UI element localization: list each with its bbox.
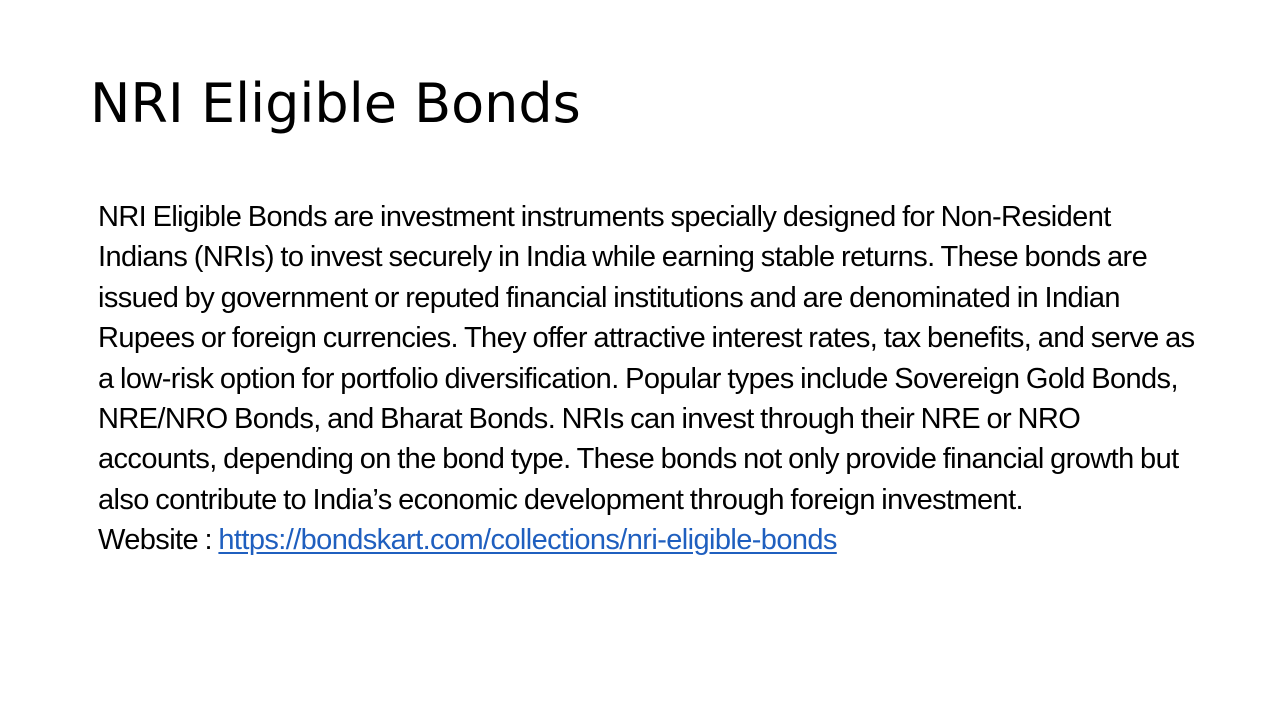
slide-body [98, 197, 1198, 561]
website-link[interactable]: https://bondskart.com/collections/nri-eligible-bonds [218, 524, 837, 557]
slide-title: NRI Eligible Bonds [90, 72, 581, 135]
website-label: Website : [98, 524, 219, 557]
website-line [98, 520, 1198, 560]
body-paragraph: NRI Eligible Bonds are investment instruments specially designed for Non-Resident Indians (NRIs) to invest securely in India while earning stable returns. These bonds are issued by government or reputed financial institutions and are denominated in Indian Rupees or foreign currencies. They offer attractive interest rates, tax benefits, and serve as a low-risk option for portfolio diversification. Popular types include Sovereign Gold Bonds, NRE/NRO Bonds, and Bharat Bonds. NRIs can invest through their NRE or NRO accounts, depending on the bond type. These bonds not only provide financial growth but also contribute to India’s economic development through foreign investment. [98, 201, 1195, 516]
